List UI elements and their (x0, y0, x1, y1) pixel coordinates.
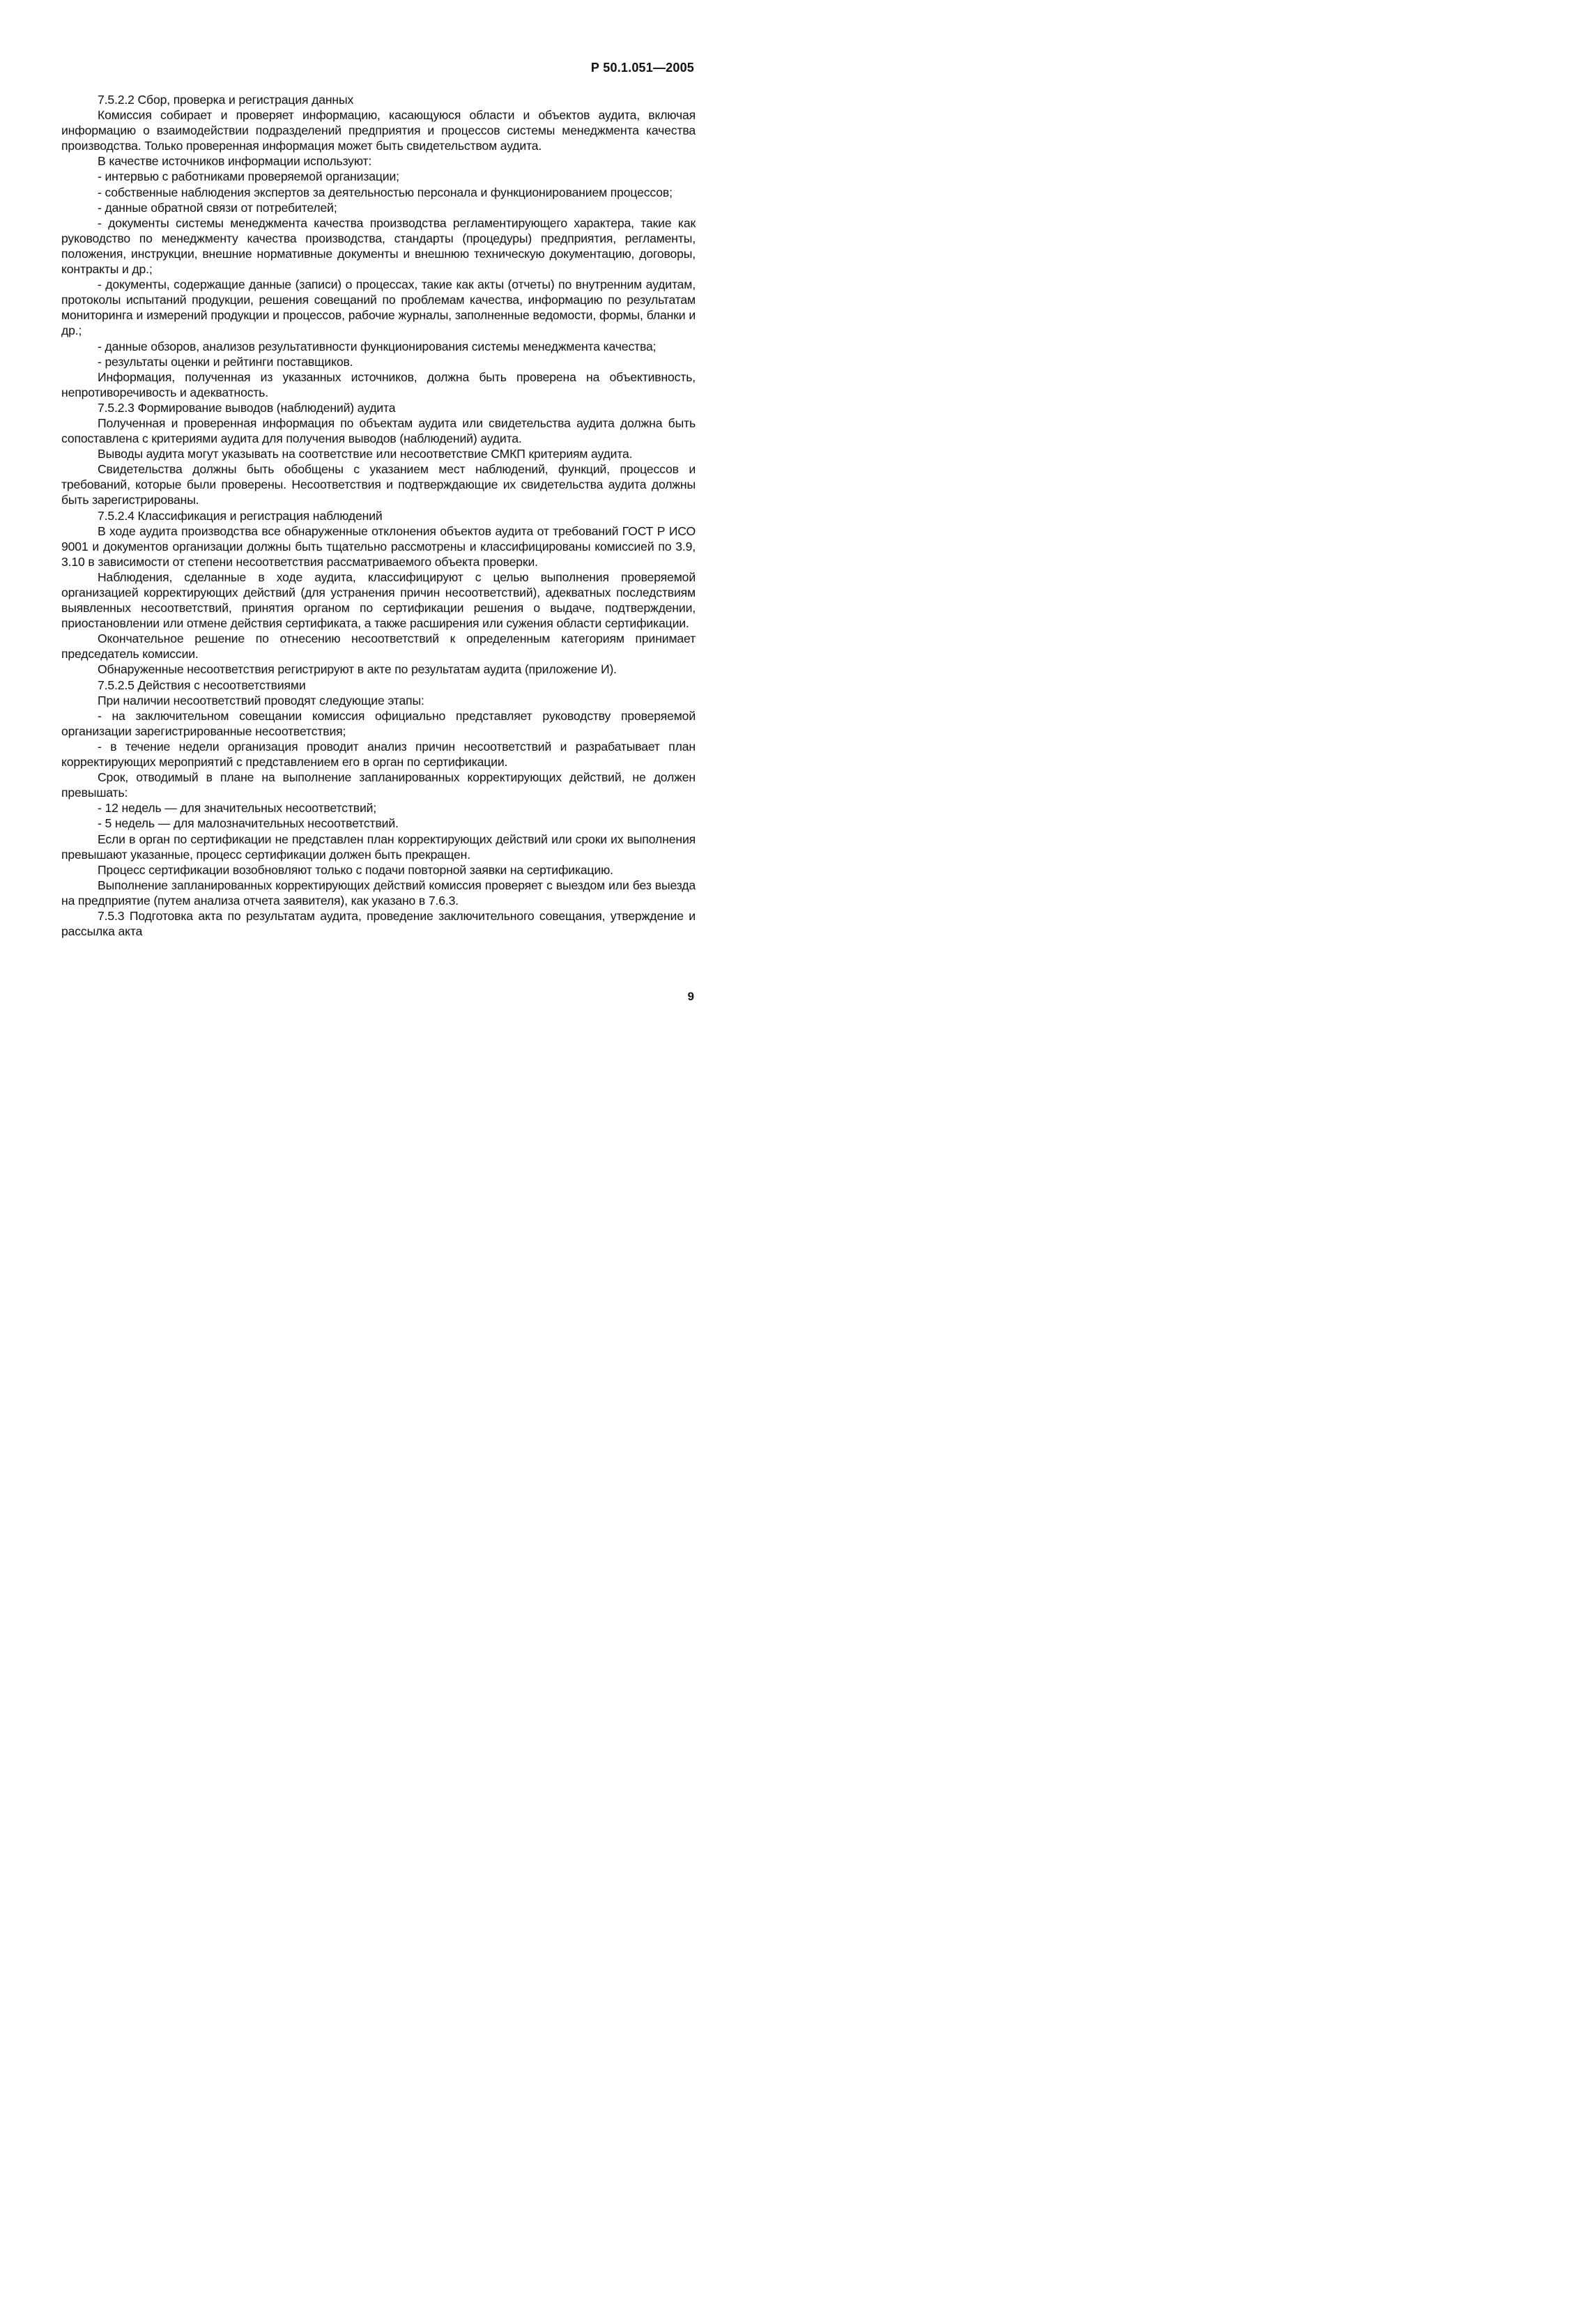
paragraph: Если в орган по сертификации не представлен план корректирующих действий или сроки их выполнения превышают указанные, процесс сертификации должен быть прекращен. (61, 832, 696, 862)
page-number: 9 (687, 990, 694, 1003)
list-item: - в течение недели организация проводит анализ причин несоответствий и разрабатывает план корректирующих мероприятий с представлением его в орган по сертификации. (61, 739, 696, 770)
paragraph: Свидетельства должны быть обобщены с указанием мест наблюдений, функций, процессов и требований, которые были проверены. Несоответствия и подтверждающие их свидетельства аудита должны быть зарегистрированы. (61, 462, 696, 507)
list-item: - 5 недель — для малозначительных несоответствий. (98, 816, 399, 831)
paragraph: Выводы аудита могут указывать на соответствие или несоответствие СМКП критериям аудита. (98, 447, 633, 461)
paragraph: Полученная и проверенная информация по объектам аудита или свидетельства аудита должна быть сопоставлена с критериями аудита для получения выводов (наблюдений) аудита. (61, 415, 696, 446)
list-item: - собственные наблюдения экспертов за деятельностью персонала и функционированием процессов; (98, 185, 673, 199)
standard-code: Р 50.1.051—2005 (590, 61, 694, 75)
section-heading: 7.5.2.4 Классификация и регистрация наблюдений (98, 508, 383, 523)
section-heading: 7.5.2.3 Формирование выводов (наблюдений) аудита (98, 400, 396, 415)
list-item: - результаты оценки и рейтинги поставщиков. (98, 354, 353, 369)
paragraph: В ходе аудита производства все обнаруженные отклонения объектов аудита от требований ГОСТ Р ИСО 9001 и документов организации должны быть тщательно рассмотрены и классифицированы комиссией по 3.9, 3.10 в зависимости от степени несоответствия рассматриваемого объекта проверки. (61, 523, 696, 569)
paragraph: Информация, полученная из указанных источников, должна быть проверена на объективность, непротиворечивость и адекватность. (61, 369, 696, 399)
paragraph: Процесс сертификации возобновляют только с подачи повторной заявки на сертификацию. (98, 862, 613, 877)
paragraph: Срок, отводимый в плане на выполнение запланированных корректирующих действий, не должен превышать: (61, 770, 696, 800)
paragraph: При наличии несоответствий проводят следующие этапы: (98, 693, 424, 707)
section-heading: 7.5.3 Подготовка акта по результатам аудита, проведение заключительного совещания, утверждение и рассылка акта (61, 908, 696, 939)
section-heading: 7.5.2.5 Действия с несоответствиями (98, 678, 306, 692)
list-item: - документы системы менеджмента качества производства регламентирующего характера, такие как руководство по менеджменту качества производства, стандарты (процедуры) предприятия, регламенты, положения, инструкции, внешние нормативные документы и внешнюю техническую документацию, договоры, контракты и др.; (61, 215, 696, 277)
paragraph: Наблюдения, сделанные в ходе аудита, классифицируют с целью выполнения проверяемой организацией корректирующих действий (для устранения причин несоответствий), адекватных последствиям выявленных несоответствий, принятия органом по сертификации решения о выдаче, подтверждении, приостановлении или отмене действия сертификата, а также расширения или сужения области сертификации. (61, 569, 696, 631)
paragraph: Окончательное решение по отнесению несоответствий к определенным категориям принимает председатель комиссии. (61, 632, 696, 661)
list-item: - данные обзоров, анализов результативности функционирования системы менеджмента качества; (98, 339, 657, 353)
section-heading: 7.5.2.2 Сбор, проверка и регистрация данных (98, 93, 354, 107)
list-item: - интервью с работниками проверяемой организации; (98, 169, 399, 184)
body-text (61, 92, 696, 939)
paragraph: Выполнение запланированных корректирующих действий комиссия проверяет с выездом или без выезда на предприятие (путем анализа отчета заявителя), как указано в 7.6.3. (61, 878, 696, 908)
list-item: - на заключительном совещании комиссия официально представляет руководству проверяемой организации зарегистрированные несоответствия; (61, 708, 696, 738)
document-page (0, 0, 753, 1089)
paragraph: Обнаруженные несоответствия регистрируют в акте по результатам аудита (приложение И). (98, 662, 617, 677)
list-item: - документы, содержащие данные (записи) о процессах, такие как акты (отчеты) по внутренним аудитам, протоколы испытаний продукции, решения совещаний по проблемам качества, информацию по результатам мониторинга и измерений продукции и процессов, рабочие журналы, заполненные ведомости, формы, бланки и др.; (61, 277, 696, 338)
paragraph: Комиссия собирает и проверяет информацию, касающуюся области и объектов аудита, включая информацию о взаимодействии подразделений предприятия и процессов системы менеджмента качества производства. Только проверенная информация может быть свидетельством аудита. (61, 108, 696, 153)
list-item: - данные обратной связи от потребителей; (98, 200, 337, 215)
paragraph: В качестве источников информации используют: (98, 154, 372, 169)
list-item: - 12 недель — для значительных несоответствий; (98, 801, 377, 816)
